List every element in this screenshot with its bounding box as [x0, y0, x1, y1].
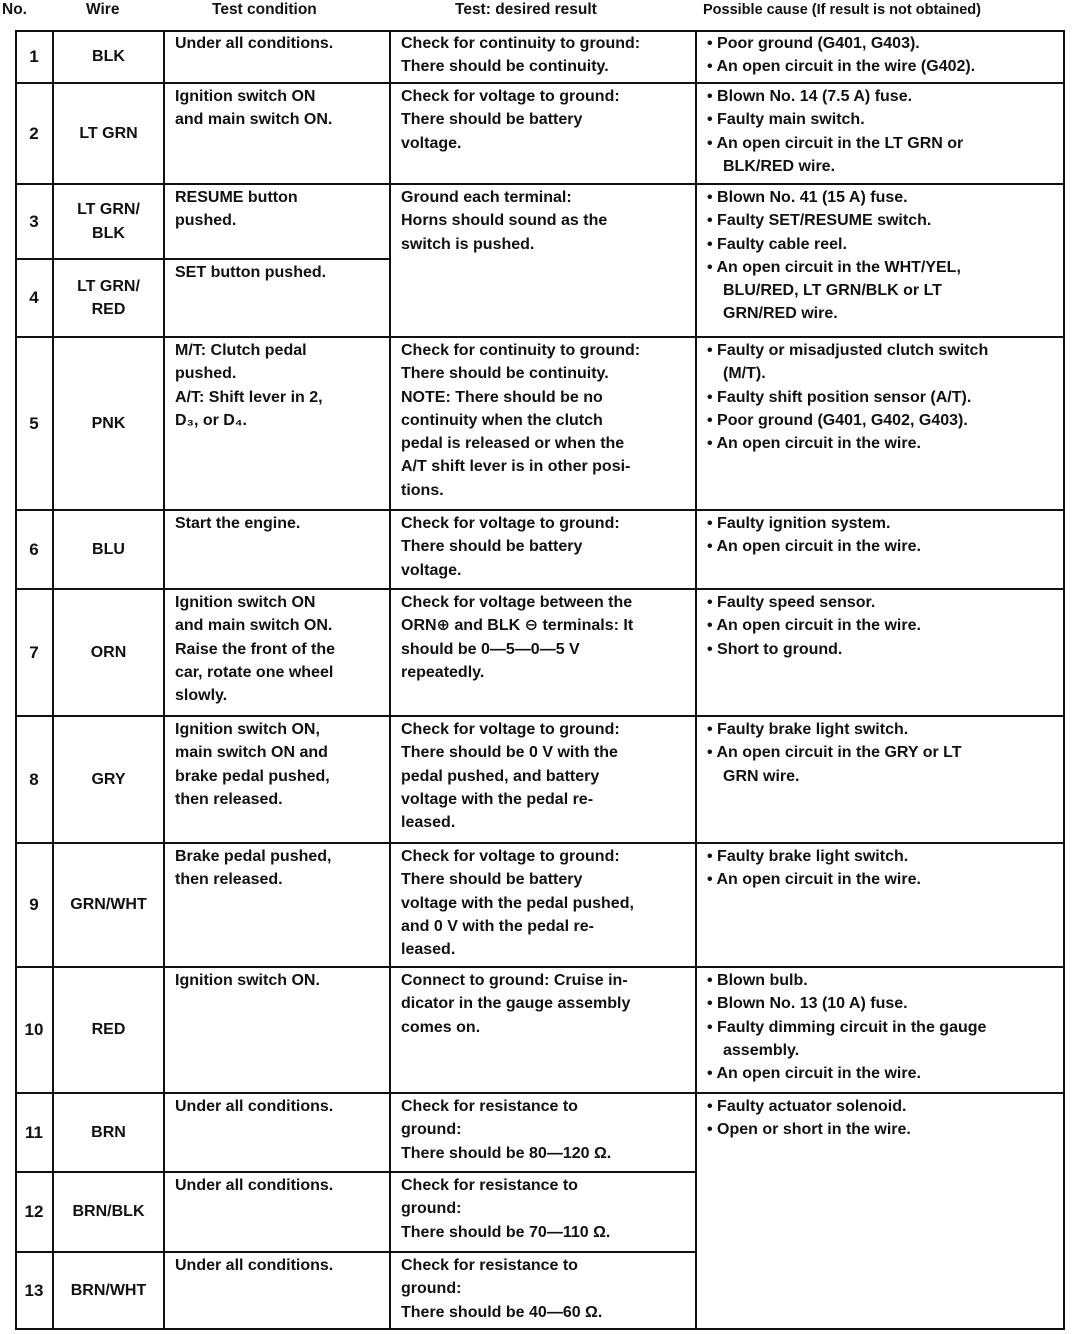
row-divider [15, 1092, 390, 1094]
cause-text: • An open circuit in the wire. [707, 1065, 921, 1083]
column-divider [163, 30, 165, 1330]
wire-label [70, 893, 146, 916]
wire-label [92, 412, 126, 435]
row-divider [390, 1092, 696, 1094]
desired-result [390, 30, 696, 83]
test-condition [164, 967, 390, 1093]
text-line: M/T: Clutch pedal [175, 342, 307, 359]
text-line: Check for resistance to [401, 1098, 578, 1115]
cause-item [707, 992, 1059, 1015]
text-line: leased. [401, 941, 456, 959]
possible-cause [696, 510, 1065, 589]
row-divider [15, 258, 390, 260]
row-divider [390, 1251, 696, 1253]
text-line: main switch ON and [175, 744, 328, 762]
row-divider [15, 82, 390, 84]
text-line: Under all conditions. [175, 35, 334, 52]
table-border-top [15, 30, 1065, 32]
row-number: 11 [25, 1122, 43, 1142]
wire-label [92, 45, 125, 68]
row-number: 2 [29, 123, 39, 143]
row-divider [390, 1171, 696, 1173]
row-divider [696, 183, 1065, 185]
table-border-left [15, 30, 17, 1330]
wire-label [91, 768, 125, 791]
text-line: RED [91, 301, 126, 318]
cause-text: • An open circuit in the wire. [707, 871, 921, 889]
desired-result [390, 184, 696, 337]
text-line: car, rotate one wheel [175, 663, 334, 681]
column-divider [695, 30, 697, 1330]
test-condition [164, 83, 390, 184]
cause-item [707, 233, 1059, 256]
row-divider [15, 966, 390, 968]
cause-text: • An open circuit in the GRY or LT [707, 744, 962, 762]
text-line: Check for voltage to ground: [401, 515, 620, 532]
text-line: then released. [175, 790, 283, 808]
text-line: BRN/BLK [72, 1203, 145, 1221]
row-divider [15, 1251, 390, 1253]
wire-color [53, 83, 164, 184]
text-line: LT GRN [79, 124, 138, 142]
text-line: BLK [92, 47, 125, 65]
desired-result [390, 1252, 696, 1330]
cause-item [707, 1118, 1059, 1141]
text-line: There should be 80—120 Ω. [401, 1144, 612, 1162]
cause-item [707, 591, 1059, 614]
text-line: repeatedly. [401, 663, 485, 681]
text-line: PNK [91, 414, 126, 432]
text-line: RED [91, 1021, 126, 1039]
cause-text: • Faulty or misadjusted clutch switch [707, 342, 989, 359]
header-possible-cause: Possible cause (If result is not obtained) [703, 2, 981, 18]
text-line: Check for resistance to [401, 1257, 578, 1274]
text-line: Check for continuity to ground: [401, 35, 641, 52]
cause-text: • Blown No. 41 (15 A) fuse. [707, 189, 908, 206]
desired-result [390, 843, 696, 967]
cause-item [707, 108, 1059, 131]
possible-cause [696, 1093, 1065, 1330]
text-line: pedal is released or when the [401, 435, 625, 453]
text-line: RESUME button [175, 189, 298, 206]
wire-label [91, 641, 127, 664]
text-line: ORN⊕ and BLK ⊖ terminals: It [401, 617, 634, 635]
wire-color [53, 30, 164, 83]
text-line: Ignition switch ON, [175, 721, 320, 738]
text-line: voltage. [401, 561, 462, 579]
text-line: Under all conditions. [175, 1257, 334, 1274]
row-divider [390, 336, 696, 338]
test-condition [164, 259, 390, 337]
text-line: Under all conditions. [175, 1098, 334, 1115]
cause-text: • Poor ground (G401, G402, G403). [707, 411, 968, 429]
text-line: leased. [401, 814, 456, 832]
text-line: There should be 70—110 Ω. [401, 1223, 611, 1241]
row-divider [390, 183, 696, 185]
cause-item [707, 614, 1059, 637]
header-wire: Wire [86, 1, 120, 18]
text-line: ORN [90, 643, 127, 661]
column-divider [52, 30, 54, 1330]
desired-result [390, 1172, 696, 1252]
row-divider [390, 82, 696, 84]
cause-text: • Blown No. 14 (7.5 A) fuse. [707, 88, 913, 105]
text-line: Brake pedal pushed, [175, 848, 332, 865]
cause-text: • Faulty main switch. [707, 111, 865, 129]
text-line: pushed. [175, 212, 237, 230]
header-test-condition: Test condition [212, 1, 317, 18]
row-number: 12 [24, 1202, 44, 1222]
row-number: 7 [29, 642, 39, 662]
test-condition [164, 510, 390, 589]
row-number: 9 [29, 895, 39, 915]
text-line: brake pedal pushed, [175, 767, 330, 785]
wire-label [73, 1200, 145, 1223]
wire-color [53, 1093, 164, 1172]
text-line: voltage with the pedal re- [401, 790, 594, 808]
cause-text: • An open circuit in the LT GRN or [707, 134, 964, 152]
wire-color [53, 510, 164, 589]
table-border-right [1063, 30, 1065, 1330]
row-number: 13 [24, 1281, 44, 1301]
text-line: D₃, or D₄. [175, 411, 247, 429]
text-line: BLU [92, 540, 125, 558]
wire-label [77, 275, 140, 322]
cause-item [707, 1095, 1059, 1118]
desired-result [390, 83, 696, 184]
cause-item [707, 256, 1059, 326]
cause-text: • Blown bulb. [707, 972, 808, 989]
wire-label [91, 1121, 126, 1144]
possible-cause [696, 83, 1065, 184]
test-condition [164, 716, 390, 843]
text-line: and 0 V with the pedal re- [401, 917, 594, 935]
cause-item [707, 432, 1059, 455]
row-number: 4 [29, 288, 39, 308]
text-line: and main switch ON. [175, 617, 333, 635]
cause-text: • Faulty cable reel. [707, 235, 847, 253]
text-line: GRY [91, 770, 126, 788]
cause-item [707, 535, 1059, 558]
desired-result [390, 510, 696, 589]
row-divider [15, 715, 390, 717]
cause-item [707, 845, 1059, 868]
cause-text: • An open circuit in the wire. [707, 435, 921, 453]
text-line: Check for continuity to ground: [401, 342, 641, 359]
row-divider [390, 588, 696, 590]
text-line: voltage with the pedal pushed, [401, 894, 634, 912]
text-line: SET button pushed. [175, 264, 327, 281]
row-divider [15, 588, 390, 590]
row-number: 3 [29, 211, 39, 231]
cause-text: • Faulty speed sensor. [707, 594, 876, 611]
cause-text: assembly. [723, 1041, 800, 1059]
cause-item [707, 55, 1059, 78]
text-line: comes on. [401, 1018, 481, 1036]
wire-color [53, 589, 164, 716]
text-line: There should be 40—60 Ω. [401, 1303, 603, 1321]
cause-item [707, 741, 1059, 788]
test-condition [164, 30, 390, 83]
test-condition [164, 843, 390, 967]
possible-cause [696, 843, 1065, 967]
cause-text: BLU/RED, LT GRN/BLK or LT [723, 282, 942, 300]
row-divider [15, 336, 390, 338]
wire-label [92, 1018, 126, 1041]
test-condition [164, 337, 390, 510]
wire-color [53, 1252, 164, 1330]
text-line: dicator in the gauge assembly [401, 995, 631, 1013]
possible-cause [696, 716, 1065, 843]
cause-item [707, 85, 1059, 108]
row-divider [15, 509, 390, 511]
cause-text: • Faulty brake light switch. [707, 848, 909, 865]
text-line: slowly. [175, 687, 228, 705]
text-line: ground: [401, 1280, 462, 1298]
cause-text: • An open circuit in the wire. [707, 617, 921, 635]
possible-cause [696, 184, 1065, 337]
possible-cause [696, 589, 1065, 716]
text-line: pushed. [175, 365, 237, 383]
text-line: There should be continuity. [401, 365, 609, 383]
row-divider [15, 183, 390, 185]
cause-item [707, 186, 1059, 209]
header-desired-result: Test: desired result [455, 1, 597, 18]
cause-item [707, 209, 1059, 232]
text-line: voltage. [401, 134, 462, 152]
row-divider [696, 82, 1065, 84]
cause-item [707, 409, 1059, 432]
possible-cause [696, 967, 1065, 1093]
text-line: continuity when the clutch [401, 411, 603, 429]
row-divider [696, 509, 1065, 511]
cause-text: (M/T). [723, 365, 766, 383]
wire-color [53, 716, 164, 843]
text-line: Under all conditions. [175, 1177, 334, 1194]
row-divider [390, 966, 696, 968]
cause-text: • An open circuit in the wire. [707, 538, 921, 556]
wire-color [53, 259, 164, 337]
row-divider [390, 842, 696, 844]
row-divider [696, 715, 1065, 717]
text-line: BRN [91, 1123, 126, 1141]
cause-text: GRN wire. [723, 767, 800, 785]
cause-text: • Faulty actuator solenoid. [707, 1098, 907, 1115]
cause-text: • Poor ground (G401, G403). [707, 35, 920, 52]
wire-color [53, 967, 164, 1093]
text-line: tions. [401, 481, 444, 499]
desired-result [390, 716, 696, 843]
text-line: A/T shift lever is in other posi- [401, 458, 631, 476]
cause-text: • Faulty SET/RESUME switch. [707, 212, 932, 230]
text-line: ground: [401, 1200, 462, 1218]
text-line: Check for voltage to ground: [401, 88, 620, 105]
table-border-bottom [15, 1328, 1065, 1330]
text-line: There should be battery [401, 871, 583, 889]
text-line: There should be battery [401, 538, 583, 556]
cause-item [707, 339, 1059, 386]
test-condition [164, 1172, 390, 1252]
cause-item [707, 638, 1059, 661]
wire-color [53, 184, 164, 259]
text-line: then released. [175, 871, 283, 889]
text-line: Ignition switch ON. [175, 972, 320, 989]
header-no: No. [2, 1, 27, 18]
row-divider [390, 509, 696, 511]
cause-item [707, 132, 1059, 179]
cause-item [707, 969, 1059, 992]
text-line: switch is pushed. [401, 235, 535, 253]
text-line: GRN/WHT [70, 896, 147, 914]
text-line: There should be continuity. [401, 58, 609, 76]
desired-result [390, 589, 696, 716]
cause-text: • Blown No. 13 (10 A) fuse. [707, 995, 908, 1013]
wire-label [79, 122, 137, 145]
cause-text: • Faulty brake light switch. [707, 721, 909, 738]
text-line: and main switch ON. [175, 111, 333, 129]
text-line: should be 0—5—0—5 V [401, 640, 580, 658]
cause-text: • Short to ground. [707, 640, 843, 658]
cause-text: • Faulty shift position sensor (A/T). [707, 388, 972, 406]
wire-color [53, 1172, 164, 1252]
cause-text: BLK/RED wire. [723, 157, 836, 175]
wire-color [53, 337, 164, 510]
text-line: Ground each terminal: [401, 189, 572, 206]
text-line: Check for voltage to ground: [401, 848, 620, 865]
text-line: LT GRN/ [77, 201, 140, 219]
desired-result [390, 967, 696, 1093]
row-divider [696, 842, 1065, 844]
text-line: Start the engine. [175, 515, 301, 532]
wire-label [92, 538, 125, 561]
row-number: 6 [29, 539, 39, 559]
row-divider [696, 588, 1065, 590]
text-line: ground: [401, 1121, 462, 1139]
row-divider [390, 715, 696, 717]
text-line: Ignition switch ON [175, 594, 316, 611]
cause-text: • Open or short in the wire. [707, 1121, 911, 1139]
cause-text: • Faulty ignition system. [707, 515, 891, 532]
possible-cause [696, 337, 1065, 510]
text-line: There should be 0 V with the [401, 744, 618, 762]
text-line: Ignition switch ON [175, 88, 316, 105]
wire-label [71, 1279, 147, 1302]
cause-text: • An open circuit in the WHT/YEL, [707, 258, 961, 276]
text-line: BRN/WHT [70, 1282, 147, 1300]
row-number: 10 [24, 1020, 44, 1040]
possible-cause [696, 30, 1065, 83]
cause-item [707, 1016, 1059, 1063]
cause-text: • Faulty dimming circuit in the gauge [707, 1018, 987, 1036]
cause-item [707, 868, 1059, 891]
row-divider [696, 1092, 1065, 1094]
text-line: A/T: Shift lever in 2, [175, 388, 323, 406]
cause-text: GRN/RED wire. [723, 305, 838, 323]
cause-text: • An open circuit in the wire (G402). [707, 58, 976, 76]
row-number: 5 [29, 413, 39, 433]
cause-item [707, 512, 1059, 535]
text-line: pedal pushed, and battery [401, 767, 600, 785]
row-number: 1 [29, 46, 39, 66]
row-divider [696, 336, 1065, 338]
text-line: There should be battery [401, 111, 583, 129]
text-line: Check for voltage to ground: [401, 721, 620, 738]
cause-item [707, 386, 1059, 409]
row-divider [696, 966, 1065, 968]
text-line: Connect to ground: Cruise in- [401, 972, 628, 989]
text-line: Raise the front of the [175, 640, 336, 658]
cause-item [707, 32, 1059, 55]
row-number: 8 [29, 769, 39, 789]
test-condition [164, 184, 390, 259]
test-condition [164, 1252, 390, 1330]
text-line: NOTE: There should be no [401, 388, 603, 406]
row-divider [15, 842, 390, 844]
text-line: BLK [92, 224, 125, 242]
wire-color [53, 843, 164, 967]
text-line: LT GRN/ [77, 277, 140, 295]
text-line: Horns should sound as the [401, 212, 608, 230]
test-condition [164, 589, 390, 716]
cause-item [707, 1062, 1059, 1085]
text-line: Check for voltage between the [401, 594, 633, 611]
row-divider [15, 1171, 390, 1173]
desired-result [390, 337, 696, 510]
cause-item [707, 718, 1059, 741]
desired-result [390, 1093, 696, 1172]
text-line: Check for resistance to [401, 1177, 578, 1194]
wire-label [77, 198, 140, 245]
column-divider [389, 30, 391, 1330]
test-condition [164, 1093, 390, 1172]
